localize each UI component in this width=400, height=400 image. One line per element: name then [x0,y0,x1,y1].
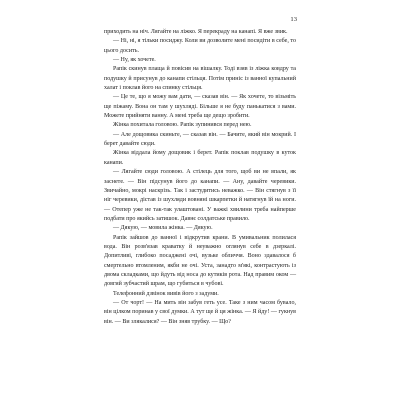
paragraph: Рапік зайшов до ванної і відкрутив крани. В умивальник полилася вода. Він розв'язав краватку й неуважно оглянув себе в дзеркалі. Допитливі, глибоко посаджені очі, вузьке обличчя. Воно здавалося б смертельно втомленим, якби не очі. Уста, занадто м'які, контрастують із двома складками, що йдуть від носа до кутиків рота. Над правим оком — довгий зубчастий шрам, що губиться в чубові. [104,234,296,288]
paragraph: приходить на ніч. Лягайте на ліжко. Я перекраду на канапі. Я вже звик. [104,29,288,35]
paragraph: — Ну, як хочете. [113,57,156,64]
paragraph: Жінка похитала головою. Рапік зупинився перед нею. [113,122,252,129]
body-text [104,28,296,327]
paragraph: — Лягайте сюди головою. А стілець для того, щоб ви не впали, як заснете. — Він підсунув його до канапи. — Ану, давайте черевики. Звичайно, мокрі наскрізь. Так і застудитись неважко. — Він стягнув з її ніг черевики, дістав із шухляди вовняні шкарпетки й натягнув їй на ноги. — Отепер уже не так-так улаштовані. У важкі хвилини треба найперше подбати про якийсь затишок. Давнє солдатське правило. [104,169,296,222]
paragraph: Телефонний дзвінок вивів його з задуми. [113,290,219,297]
paragraph: Жінка віддала йому дощовик і берет. Рапік поклав подушку в куток канапи. [104,150,296,166]
paragraph: — От чорт! — На мить він забув геть усе. Таке з ним часом бувало, він цілком поринав у свої думки. А тут ще й ця жінка. — Я йду! — гукнув він. — Ви злякалися? — Він зняв трубку. — Що? [104,299,296,325]
paragraph: — Дякую, — мовила жінка. — Дякую. [113,225,213,232]
paragraph: Рапік скинув плаща й повісив на вішалку. Тоді взяв із ліжка ковдру та подушку й присунув до канапи стільця. Потім приніс із ванної купальний халат і поклав його на спинку стільця. [104,66,296,92]
paragraph: — Але дощовика скиньте, — сказав він. — Бачите, який він мокрий. І берет давайте сюди. [104,131,296,148]
page-number: 13 [290,16,297,23]
paragraph: — Це те, що я можу вам дати, — сказав він. — Як хочете, то візьміть ще піжаму. Вона он там у шухляді. Більше я не буду панькатися з вами. Можете прийняти ванну. А мені треба ще дещо зробити. [104,94,296,120]
paragraph: — Ні, ні, я тільки посиджу. Коли ви дозволите мені посидіти в себе, то цього досить. [104,38,296,54]
